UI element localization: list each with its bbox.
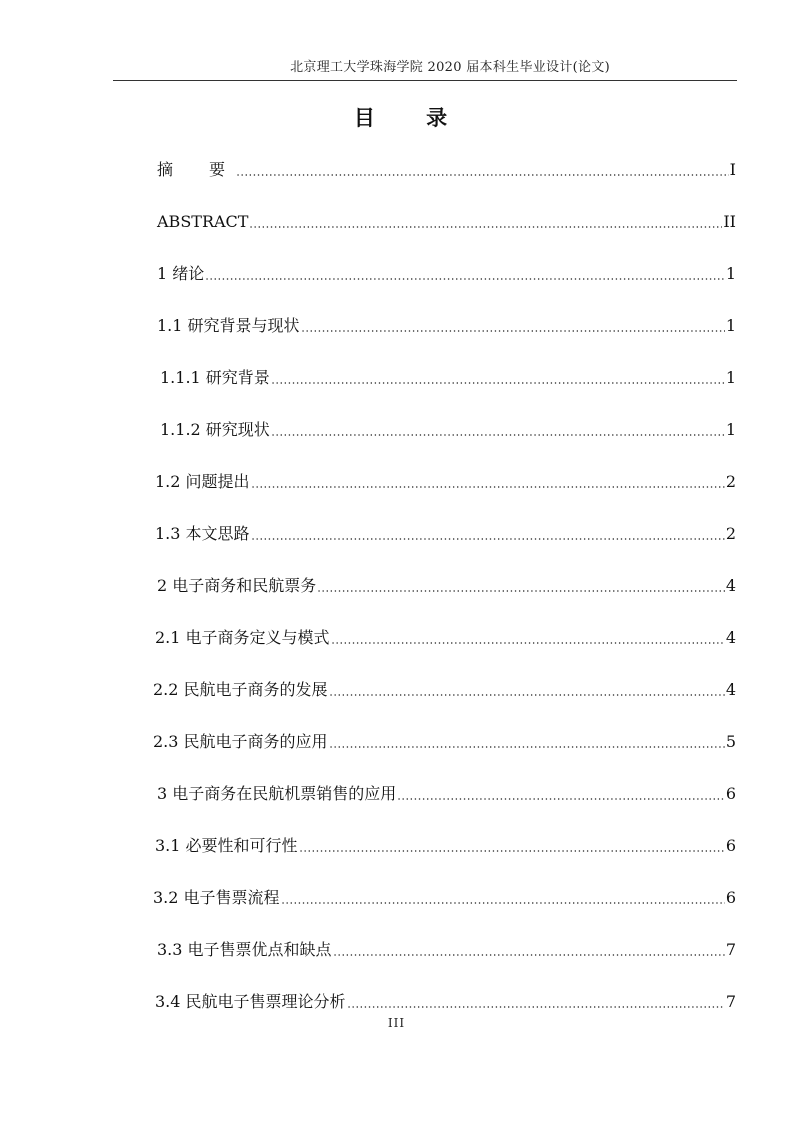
toc-dot-leader	[347, 1006, 725, 1008]
toc-dot-leader	[329, 694, 725, 696]
toc-entry-label: 2 电子商务和民航票务	[157, 576, 317, 595]
toc-dot-leader	[271, 434, 725, 436]
toc-entry-page: 4	[725, 680, 736, 699]
toc-title: 目 录	[353, 105, 470, 130]
toc-entry-page: 2	[725, 472, 736, 491]
toc-entry-label: 3 电子商务在民航机票销售的应用	[157, 784, 397, 803]
toc-dot-leader	[249, 226, 722, 228]
toc-dot-leader	[333, 954, 725, 956]
toc-entry-label: 1.1 研究背景与现状	[157, 316, 300, 335]
toc-entry-page: 2	[725, 524, 736, 543]
toc-dot-leader	[397, 798, 725, 800]
toc-dot-leader	[331, 642, 725, 644]
toc-entry-label: 3.2 电子售票流程	[153, 888, 280, 907]
toc-dot-leader	[271, 382, 725, 384]
toc-entry-3-2[interactable]	[153, 884, 736, 908]
toc-dot-leader	[251, 538, 725, 540]
toc-entry-1-3[interactable]	[155, 520, 736, 544]
toc-entry-label: ABSTRACT	[157, 212, 249, 231]
toc-dot-leader	[251, 486, 725, 488]
toc-entry-1-1[interactable]	[157, 312, 736, 336]
toc-entry-page: 6	[725, 836, 736, 855]
toc-entry-2-3[interactable]	[153, 728, 736, 752]
toc-entry-page: 5	[725, 732, 736, 751]
toc-entry-2-2[interactable]	[153, 676, 736, 700]
toc-entry-label: 3.1 必要性和可行性	[155, 836, 298, 855]
toc-entry-ch1[interactable]	[157, 260, 736, 284]
toc-entry-ch3[interactable]	[157, 780, 736, 804]
footer-page-number: III	[387, 1016, 406, 1030]
toc-entry-1-1-2[interactable]	[160, 416, 736, 440]
toc-entry-label: 1.2 问题提出	[155, 472, 250, 491]
toc-entry-label: 3.4 民航电子售票理论分析	[155, 992, 346, 1011]
toc-entry-label: 摘 要	[157, 160, 236, 179]
running-header: 北京理工大学珠海学院 2020 届本科生毕业设计(论文)	[290, 60, 610, 75]
toc-entry-abstract-en[interactable]	[157, 208, 736, 232]
toc-entry-3-4[interactable]	[155, 988, 736, 1012]
toc-dot-leader	[205, 278, 725, 280]
toc-entry-page: 6	[725, 784, 736, 803]
toc-entry-abstract-cn[interactable]	[157, 156, 736, 180]
toc-entry-page: II	[723, 212, 736, 231]
toc-entry-3-3[interactable]	[157, 936, 736, 960]
toc-entry-label: 2.2 民航电子商务的发展	[153, 680, 328, 699]
toc-entry-page: I	[729, 160, 736, 179]
toc-entry-2-1[interactable]	[155, 624, 736, 648]
toc-entry-page: 6	[725, 888, 736, 907]
toc-entry-page: 7	[725, 940, 736, 959]
toc-entry-3-1[interactable]	[155, 832, 736, 856]
toc-entry-ch2[interactable]	[157, 572, 736, 596]
toc-dot-leader	[317, 590, 725, 592]
toc-entry-page: 1	[725, 264, 736, 283]
toc-entry-page: 1	[725, 368, 736, 387]
toc-dot-leader	[299, 850, 725, 852]
toc-entry-page: 1	[725, 316, 736, 335]
toc-entry-1-2[interactable]	[155, 468, 736, 492]
toc-dot-leader	[236, 174, 729, 176]
toc-dot-leader	[329, 746, 725, 748]
header-divider	[113, 80, 737, 81]
toc-entry-page: 4	[725, 628, 736, 647]
toc-entry-label: 1.3 本文思路	[155, 524, 250, 543]
toc-entry-page: 7	[725, 992, 736, 1011]
toc-entry-label: 2.1 电子商务定义与模式	[155, 628, 330, 647]
toc-entry-label: 1 绪论	[157, 264, 205, 283]
toc-entry-1-1-1[interactable]	[160, 364, 736, 388]
toc-entry-label: 1.1.1 研究背景	[160, 368, 270, 387]
toc-entry-label: 2.3 民航电子商务的应用	[153, 732, 328, 751]
toc-entry-label: 3.3 电子售票优点和缺点	[157, 940, 332, 959]
toc-entry-page: 4	[725, 576, 736, 595]
toc-entry-label: 1.1.2 研究现状	[160, 420, 270, 439]
toc-dot-leader	[301, 330, 725, 332]
toc-dot-leader	[281, 902, 725, 904]
toc-entry-page: 1	[725, 420, 736, 439]
